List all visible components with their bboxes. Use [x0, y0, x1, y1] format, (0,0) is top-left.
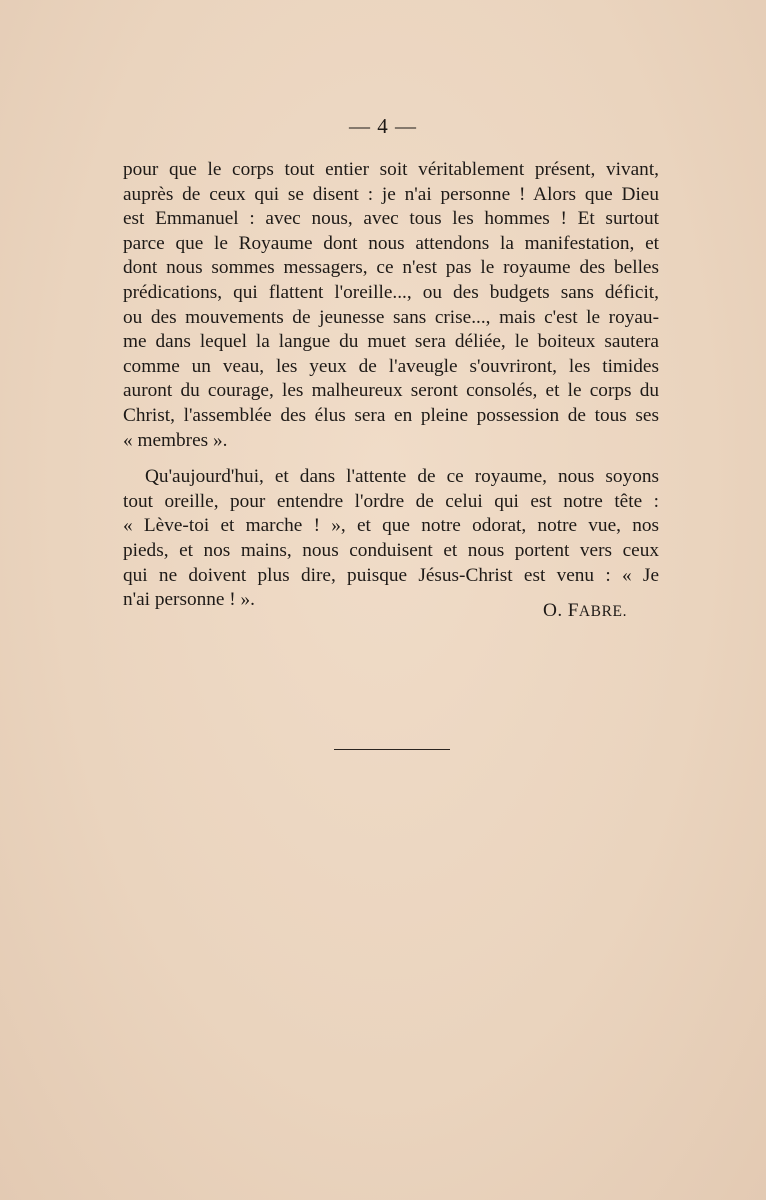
paragraph-spacer [123, 453, 659, 465]
text-line: parce que le Royaume dont nous attendons la manifestation, et [123, 232, 659, 254]
text-line: qui ne doivent plus dire, puisque Jésus-Christ est venu : « Je [123, 564, 659, 586]
text-line: Qu'aujourd'hui, et dans l'attente de ce royaume, nous soyons [145, 466, 659, 488]
text-line: « Lève-toi et marche ! », et que notre odorat, notre vue, nos [123, 515, 659, 537]
text-line: prédications, qui flattent l'oreille..., ou des budgets sans déficit, [123, 281, 659, 303]
text-line: pieds, et nos mains, nous conduisent et nous portent vers ceux [123, 539, 659, 561]
page-number: — 4 — [349, 114, 417, 138]
text-line: auront du courage, les malheureux seront consolés, et le corps du [123, 380, 659, 402]
text-line: me dans lequel la langue du muet sera déliée, le boiteux sautera [123, 331, 659, 353]
text-line: Christ, l'assemblée des élus sera en pleine possession de tous ses [123, 404, 659, 426]
closing-rule [334, 749, 450, 750]
body-text [123, 158, 659, 613]
paragraph-2 [123, 465, 659, 613]
text-line: « membres ». [123, 429, 228, 451]
text-line: tout oreille, pour entendre l'ordre de celui qui est notre tête : [123, 490, 659, 512]
signature-small-caps: ABRE. [578, 603, 628, 620]
text-line: ou des mouvements de jeunesse sans crise..., mais c'est le royau- [123, 306, 659, 328]
text-line: n'ai personne ! ». [123, 589, 255, 611]
text-line: dont nous sommes messagers, ce n'est pas le royaume des belles [123, 257, 659, 279]
text-line: comme un veau, les yeux de l'aveugle s'ouvriront, les timides [123, 355, 659, 377]
text-line: auprès de ceux qui se disent : je n'ai personne ! Alors que Dieu [123, 183, 659, 205]
text-line: est Emmanuel : avec nous, avec tous les hommes ! Et surtout [123, 208, 659, 230]
text-line: pour que le corps tout entier soit véritablement présent, vivant, [123, 159, 659, 180]
signature-initial: O. F [543, 600, 579, 621]
author-signature [543, 600, 627, 622]
paragraph-1 [123, 158, 659, 453]
